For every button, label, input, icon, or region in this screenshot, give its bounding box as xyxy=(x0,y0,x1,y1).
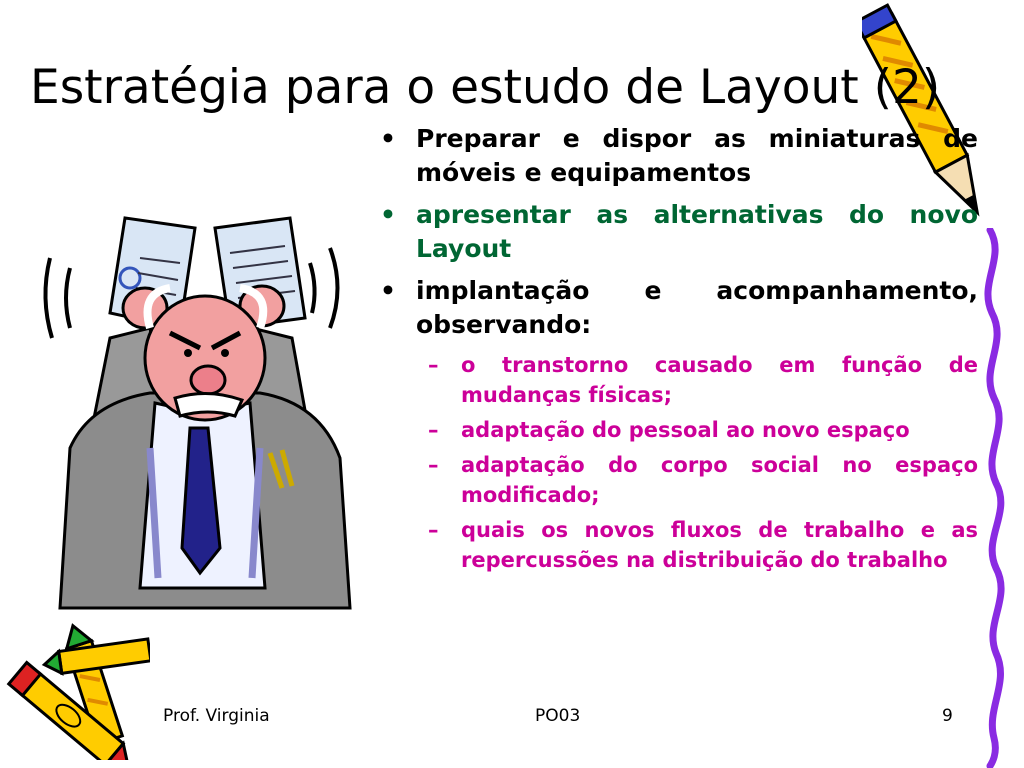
sub-bullet-marker: – xyxy=(428,353,439,377)
bullet-list xyxy=(378,122,978,580)
sub-bullet-marker: – xyxy=(428,418,439,442)
sub-bullet-marker: – xyxy=(428,453,439,477)
sub-bullet-item xyxy=(378,415,978,445)
bullet-item xyxy=(378,198,978,266)
sub-bullet-text: adaptação do corpo social no espaço modificado; xyxy=(461,453,978,507)
crayons-icon xyxy=(0,620,150,760)
bullet-item xyxy=(378,122,978,190)
sub-bullet-item xyxy=(378,350,978,410)
footer-course: PO03 xyxy=(535,706,581,726)
sub-bullet-text: o transtorno causado em função de mudanças físicas; xyxy=(461,353,978,407)
purple-squiggle-line xyxy=(972,228,1022,768)
bullet-text: Preparar e dispor as miniaturas de móveis e equipamentos xyxy=(416,124,978,187)
bullet-marker: • xyxy=(380,276,396,305)
bullet-marker: • xyxy=(380,200,396,229)
sub-bullet-item xyxy=(378,450,978,510)
footer-page-number: 9 xyxy=(942,706,953,726)
sub-bullet-item xyxy=(378,515,978,575)
sub-bullet-text: adaptação do pessoal ao novo espaço xyxy=(461,418,910,442)
footer-author: Prof. Virginia xyxy=(163,706,270,726)
slide-title: Estratégia para o estudo de Layout (2) xyxy=(30,60,941,115)
sub-bullet-marker: – xyxy=(428,518,439,542)
angry-man-tearing-paper xyxy=(30,188,370,628)
sub-bullet-text: quais os novos fluxos de trabalho e as repercussões na distribuição do trabalho xyxy=(461,518,978,572)
bullet-item xyxy=(378,274,978,342)
bullet-text: apresentar as alternativas do novo Layout xyxy=(416,200,978,263)
bullet-text: implantação e acompanhamento, observando: xyxy=(416,276,978,339)
bullet-marker: • xyxy=(380,124,396,153)
